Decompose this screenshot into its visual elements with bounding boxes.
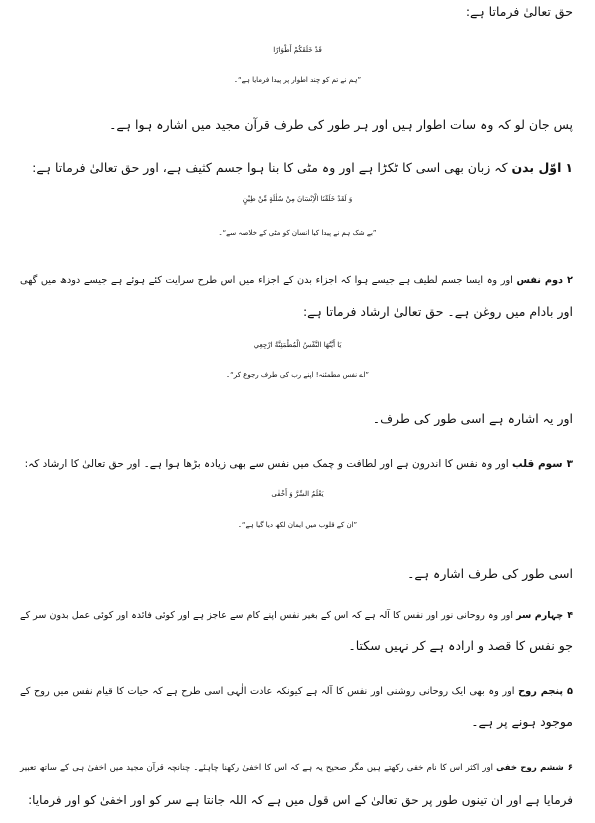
item-1-translation: ”بے شک ہم نے پیدا کیا انسان کو مٹی کے خلاصہ سے“۔: [218, 229, 377, 237]
item-3-translation: ”ان کے قلوب میں ایمان لکھ دیا گیا ہے“۔: [237, 521, 358, 529]
item-5-title: پنجم روح: [518, 686, 564, 697]
verse-1-translation: ”ہم نے تم کو چند اطوار پر پیدا فرمایا ہے“۔: [233, 76, 362, 84]
item-1-line: [32, 160, 573, 176]
item-2-number: ۲: [567, 275, 573, 286]
item-1-title: اوّل بدن: [511, 160, 562, 175]
item-5-text-1: اور وہ بھی ایک روحانی روشنی اور نفس کا آلہ ہے کیونکہ عادت الٰہی اسی طرح ہے کہ حیات کا قیام نفس میں روح کے: [20, 686, 519, 697]
item-2-translation: ”اے نفس مطمئنہ! اپنے رب کی طرف رجوع کر“۔: [226, 371, 369, 379]
item-3-title: سوم قلب: [512, 458, 563, 470]
item-4-number: ۴: [567, 610, 573, 621]
item-2-line-1: [20, 273, 573, 289]
item-4-line-2: جو نفس کا قصد و ارادہ ہے کر نہیں سکتا۔: [348, 638, 573, 653]
item-6-number: ۶: [567, 763, 573, 773]
item-3-number: ۳: [566, 458, 573, 470]
item-3-arabic: يَعْلَمُ السِّرَّ وَ أَخْفٰى: [271, 490, 324, 498]
item-6-line-1: [20, 760, 573, 776]
item-4-title: چہارم سر: [516, 610, 564, 621]
item-4-text-1: اور وہ روحانی نور اور نفس کا آلہ ہے کہ اس کے بغیر نفس اپنے کام سے عاجز ہے اور کوئی فائدہ اور کوئی عمل بدون سر کے: [20, 610, 517, 621]
item-3-text: اور وہ نفس کا اندرون ہے اور لطافت و چمک میں نفس سے بھی زیادہ بڑھا ہوا ہے۔ اور حق تعالیٰ کا ارشاد کہ:: [24, 458, 513, 470]
item-2-note: اور یہ اشارہ ہے اسی طور کی طرف۔: [372, 411, 573, 426]
item-3-line: [25, 456, 573, 472]
item-1-arabic: وَ لَقَدْ خَلَقْنَا الْاِنْسَانَ مِنْ سُلٰلَةٍ مِّنْ طِيْنٍ: [242, 195, 353, 203]
item-2-title: دوم نفس: [516, 275, 564, 286]
intro-line: حق تعالیٰ فرماتا ہے:: [465, 4, 573, 19]
item-1-number: ۱: [565, 160, 573, 175]
item-6-title: ششم روح خفی: [496, 763, 564, 773]
intro-paragraph: پس جان لو کہ وہ سات اطوار ہیں اور ہر طور کی طرف قرآن مجید میں اشارہ ہوا ہے۔: [109, 117, 573, 132]
item-3-note: اسی طور کی طرف اشارہ ہے۔: [407, 566, 573, 581]
item-4-line-1: [20, 608, 573, 624]
verse-1-arabic: قَدْ خَلَقَكُمْ أَطْوَارًا: [273, 46, 322, 54]
item-5-number: ۵: [567, 686, 573, 697]
item-2-line-2: اور بادام میں روغن ہے۔ حق تعالیٰ ارشاد فرماتا ہے:: [302, 304, 573, 319]
item-5-line-1: [20, 684, 573, 700]
item-6-line-2: فرمایا ہے اور ان تینوں طور پر حق تعالیٰ کے اس قول میں ہے کہ اللہ جانتا ہے سر کو اور اخفیٰ کو اور فرمایا:: [28, 793, 573, 807]
item-1-text: کہ زبان بھی اسی کا ٹکڑا ہے اور وہ مٹی کا بنا ہوا جسم کثیف ہے، اور حق تعالیٰ فرماتا ہے:: [32, 160, 512, 175]
item-6-text-1: اور اکثر اس کا نام خفی رکھتے ہیں مگر صحیح یہ ہے کہ اس کا اخفیٰ رکھنا چاہئے۔ چنانچہ قرآن مجید میں اخفیٰ ہی کے ساتھ تعبیر: [20, 763, 497, 773]
item-2-text-1: اور وہ ایسا جسم لطیف ہے جیسے ہوا کہ اجزاء بدن کے اجزاء میں اس طرح سرایت کئے ہوئے ہے جیسے دودھ میں گھی: [20, 275, 517, 286]
item-5-line-2: موجود ہونے پر ہے۔: [471, 714, 573, 729]
item-2-arabic: يَا أَيَّتُهَا النَّفْسُ الْمُطْمَئِنَّةُ ارْجِعِي: [253, 341, 342, 349]
